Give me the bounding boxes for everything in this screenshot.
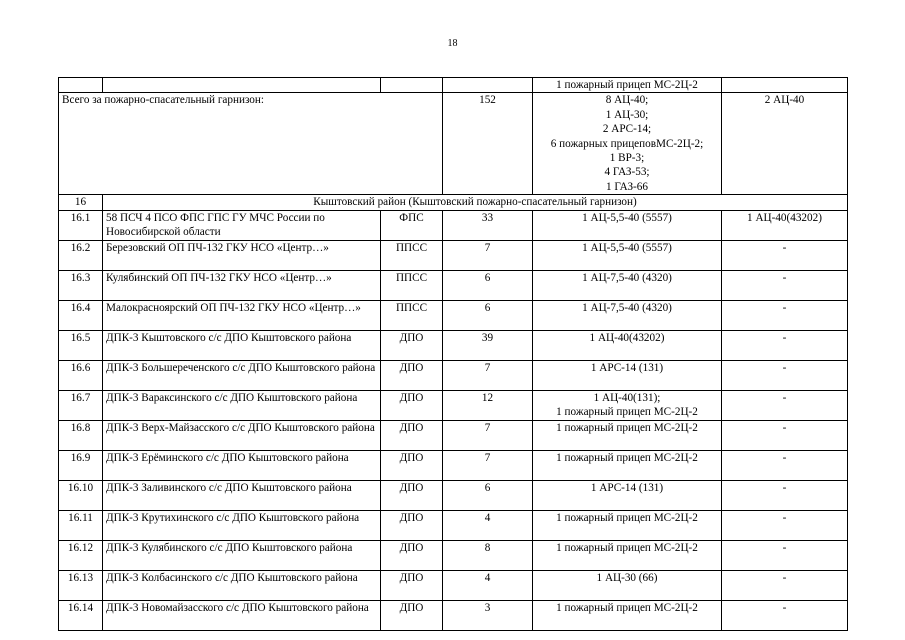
unit-type: ППСС xyxy=(381,240,443,270)
row-number: 16.10 xyxy=(59,480,103,510)
staff-count: 7 xyxy=(443,450,533,480)
table-row xyxy=(59,450,848,480)
tech-main xyxy=(533,600,722,630)
staff-count: 4 xyxy=(443,570,533,600)
unit-type: ДПО xyxy=(381,480,443,510)
garrison-total-row xyxy=(59,93,848,195)
unit-type: ДПО xyxy=(381,570,443,600)
unit-name: Малокрасноярский ОП ПЧ-132 ГКУ НСО «Центр…» xyxy=(103,300,381,330)
tech-line: 1 пожарный прицеп МС-2Ц-2 xyxy=(556,451,698,464)
page-number: 18 xyxy=(447,38,458,49)
staff-count: 3 xyxy=(443,600,533,630)
cell-empty xyxy=(722,78,848,93)
tech-reserve: - xyxy=(722,300,848,330)
tech-reserve: 1 АЦ-40(43202) xyxy=(722,210,848,240)
unit-type: ДПО xyxy=(381,450,443,480)
unit-type: ППСС xyxy=(381,270,443,300)
row-number: 16.7 xyxy=(59,390,103,420)
fire-units-table xyxy=(58,77,848,631)
unit-name: Березовский ОП ПЧ-132 ГКУ НСО «Центр…» xyxy=(103,240,381,270)
garrison-total-label: Всего за пожарно-спасательный гарнизон: xyxy=(59,93,443,195)
row-number: 16.1 xyxy=(59,210,103,240)
row-number: 16.4 xyxy=(59,300,103,330)
tech-line: 1 АЦ-7,5-40 (4320) xyxy=(582,271,672,284)
tech-reserve: - xyxy=(722,390,848,420)
unit-type: ДПО xyxy=(381,510,443,540)
unit-type: ДПО xyxy=(381,360,443,390)
staff-count: 7 xyxy=(443,360,533,390)
row-number: 16.3 xyxy=(59,270,103,300)
cell-empty xyxy=(103,78,381,93)
unit-name: ДПК-3 Вараксинского с/с ДПО Кыштовского района xyxy=(103,390,381,420)
row-number: 16.12 xyxy=(59,540,103,570)
row-number: 16.14 xyxy=(59,600,103,630)
row-number: 16.6 xyxy=(59,360,103,390)
unit-name: ДПК-3 Кулябинского с/с ДПО Кыштовского района xyxy=(103,540,381,570)
tech-main xyxy=(533,420,722,450)
tech-line: 1 пожарный прицеп МС-2Ц-2 xyxy=(556,511,698,524)
tech-main xyxy=(533,540,722,570)
cell-empty xyxy=(59,78,103,93)
staff-count: 6 xyxy=(443,300,533,330)
tech-line: 1 пожарный прицеп МС-2Ц-2 xyxy=(556,601,698,614)
tech-line: 4 ГАЗ-53; xyxy=(604,166,650,179)
table-row xyxy=(59,240,848,270)
staff-count: 7 xyxy=(443,240,533,270)
tech-reserve: - xyxy=(722,330,848,360)
tech-reserve: - xyxy=(722,600,848,630)
tech-line: 1 АЦ-40(131); xyxy=(593,391,661,404)
staff-count: 4 xyxy=(443,510,533,540)
tech-reserve: - xyxy=(722,240,848,270)
tech-line: 1 АЦ-40(43202) xyxy=(589,331,665,344)
staff-count: 7 xyxy=(443,420,533,450)
unit-name: ДПК-3 Новомайзасского с/с ДПО Кыштовского района xyxy=(103,600,381,630)
tech-main xyxy=(533,300,722,330)
tech-line: 8 АЦ-40; xyxy=(605,94,649,107)
tech-main xyxy=(533,240,722,270)
unit-name: Кулябинский ОП ПЧ-132 ГКУ НСО «Центр…» xyxy=(103,270,381,300)
garrison-total-staff: 152 xyxy=(443,93,533,195)
tech-main xyxy=(533,360,722,390)
tech-line: 1 АЦ-30; xyxy=(605,108,649,121)
tech-line: 1 ВР-3; xyxy=(609,152,645,165)
unit-type: ППСС xyxy=(381,300,443,330)
tech-main xyxy=(533,330,722,360)
tech-line: 1 ГАЗ-66 xyxy=(606,180,648,193)
tech-reserve: - xyxy=(722,270,848,300)
row-number: 16.13 xyxy=(59,570,103,600)
staff-count: 39 xyxy=(443,330,533,360)
unit-type: ФПС xyxy=(381,210,443,240)
tech-main xyxy=(533,210,722,240)
tech-main xyxy=(533,450,722,480)
tech-main xyxy=(533,570,722,600)
staff-count: 6 xyxy=(443,270,533,300)
tech-line: 1 АЦ-5,5-40 (5557) xyxy=(582,241,672,254)
row-number: 16.2 xyxy=(59,240,103,270)
unit-type: ДПО xyxy=(381,600,443,630)
tech-main xyxy=(533,480,722,510)
table-row xyxy=(59,540,848,570)
row-number: 16.9 xyxy=(59,450,103,480)
row-number: 16.8 xyxy=(59,420,103,450)
unit-type: ДПО xyxy=(381,540,443,570)
tech-reserve: - xyxy=(722,540,848,570)
staff-count: 12 xyxy=(443,390,533,420)
table-row xyxy=(59,600,848,630)
tech-line: 1 АРС-14 (131) xyxy=(590,361,664,374)
tech-line: 1 АЦ-30 (66) xyxy=(596,571,658,584)
tech-reserve: - xyxy=(722,360,848,390)
section-header-row xyxy=(59,195,848,210)
tech-line: 1 пожарный прицеп МС-2Ц-2 xyxy=(556,541,698,554)
tech-line: 1 АЦ-7,5-40 (4320) xyxy=(582,301,672,314)
tech-main xyxy=(533,270,722,300)
table-row xyxy=(59,480,848,510)
tech-main xyxy=(533,390,722,420)
tech-line: 1 АРС-14 (131) xyxy=(590,481,664,494)
tech-line: 2 АРС-14; xyxy=(602,123,652,136)
table-row xyxy=(59,330,848,360)
unit-name: 58 ПСЧ 4 ПСО ФПС ГПС ГУ МЧС России по Новосибирской области xyxy=(103,210,381,240)
table-row xyxy=(59,570,848,600)
table-body xyxy=(59,78,848,631)
unit-name: ДПК-3 Заливинского с/с ДПО Кыштовского района xyxy=(103,480,381,510)
garrison-total-tech xyxy=(533,93,722,195)
unit-name: ДПК-3 Крутихинского с/с ДПО Кыштовского района xyxy=(103,510,381,540)
staff-count: 33 xyxy=(443,210,533,240)
tech-line: 6 пожарных прицеповМС-2Ц-2; xyxy=(550,137,704,150)
cell-empty xyxy=(381,78,443,93)
unit-type: ДПО xyxy=(381,330,443,360)
table-row xyxy=(59,78,848,93)
tech-reserve: - xyxy=(722,480,848,510)
unit-name: ДПК-3 Кыштовского с/с ДПО Кыштовского района xyxy=(103,330,381,360)
tech-reserve: - xyxy=(722,570,848,600)
tech-line: 1 пожарный прицеп МС-2Ц-2 xyxy=(556,421,698,434)
tech-reserve: - xyxy=(722,450,848,480)
row-number: 16.5 xyxy=(59,330,103,360)
tech-main xyxy=(533,510,722,540)
table-row xyxy=(59,270,848,300)
tech-line: 1 пожарный прицеп МС-2Ц-2 xyxy=(556,406,698,419)
unit-type: ДПО xyxy=(381,390,443,420)
table-row xyxy=(59,420,848,450)
table-row xyxy=(59,360,848,390)
unit-name: ДПК-3 Верх-Майзасского с/с ДПО Кыштовского района xyxy=(103,420,381,450)
table-row xyxy=(59,390,848,420)
tech-reserve: - xyxy=(722,420,848,450)
section-number: 16 xyxy=(59,195,103,210)
unit-name: ДПК-3 Большереченского с/с ДПО Кыштовского района xyxy=(103,360,381,390)
staff-count: 8 xyxy=(443,540,533,570)
cell-tech-main: 1 пожарный прицеп МС-2Ц-2 xyxy=(533,78,722,93)
garrison-total-reserve: 2 АЦ-40 xyxy=(722,93,848,195)
tech-line: 1 АЦ-5,5-40 (5557) xyxy=(582,211,672,224)
section-title: Кыштовский район (Кыштовский пожарно-спасательный гарнизон) xyxy=(103,195,848,210)
table-row xyxy=(59,210,848,240)
staff-count: 6 xyxy=(443,480,533,510)
unit-type: ДПО xyxy=(381,420,443,450)
unit-name: ДПК-3 Ерёминского с/с ДПО Кыштовского района xyxy=(103,450,381,480)
tech-reserve: - xyxy=(722,510,848,540)
table-row xyxy=(59,510,848,540)
row-number: 16.11 xyxy=(59,510,103,540)
unit-name: ДПК-3 Колбасинского с/с ДПО Кыштовского района xyxy=(103,570,381,600)
table-row xyxy=(59,300,848,330)
cell-empty xyxy=(443,78,533,93)
